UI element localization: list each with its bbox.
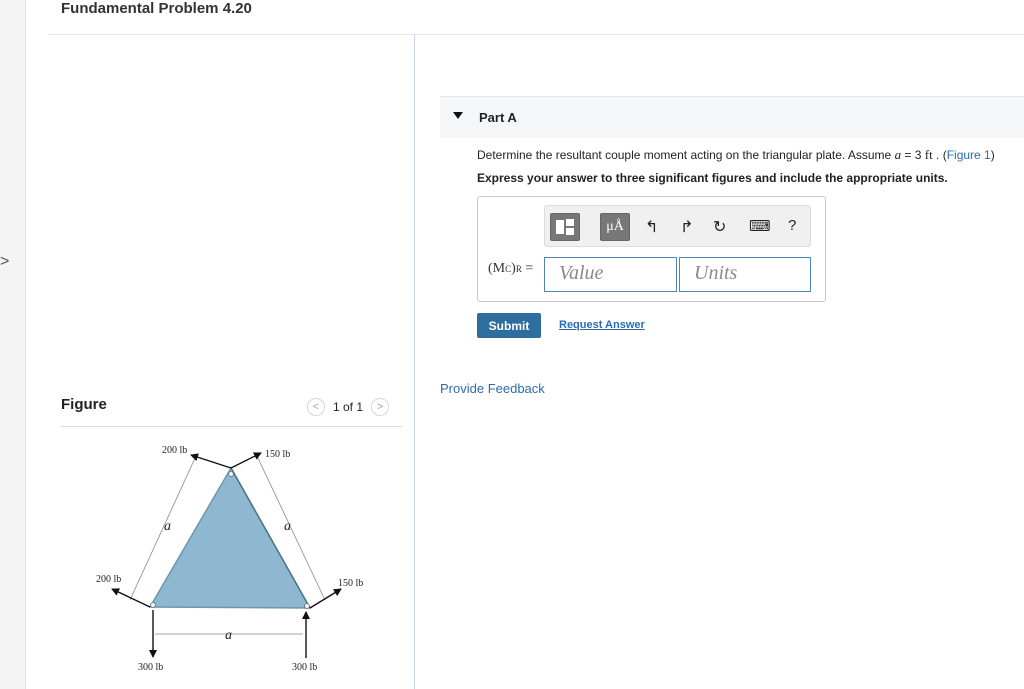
problem-title: Fundamental Problem 4.20 (61, 0, 252, 17)
submit-button[interactable]: Submit (477, 313, 541, 338)
part-a-header[interactable] (440, 96, 1024, 138)
header-divider (48, 34, 1024, 35)
request-answer-link[interactable]: Request Answer (559, 319, 645, 331)
force-label-top-right: 150 lb (265, 449, 291, 460)
next-figure-button[interactable]: > (371, 398, 389, 416)
answer-label: (MC)R = (488, 261, 534, 276)
undo-icon[interactable]: ↰ (645, 219, 659, 236)
figure-divider (61, 426, 402, 427)
units-input[interactable]: Units (679, 257, 811, 292)
prev-figure-button[interactable]: < (307, 398, 325, 416)
expand-arrow-icon[interactable]: > (0, 253, 10, 270)
force-label-right: 150 lb (338, 578, 364, 589)
math-unit: ft (924, 147, 933, 162)
part-a-title: Part A (479, 110, 517, 125)
help-icon[interactable]: ? (788, 217, 797, 234)
units-button[interactable] (600, 213, 630, 241)
answer-box (477, 196, 826, 302)
force-label-bottom-right: 300 lb (292, 662, 318, 673)
instruction-text: Express your answer to three significant figures and include the appropriate units. (477, 171, 948, 185)
value-input[interactable]: Value (544, 257, 677, 292)
triangular-plate (150, 468, 310, 608)
question-text: Determine the resultant couple moment acting on the triangular plate. Assume a = 3 ft . (Figure 1) (477, 147, 995, 162)
collapse-caret-icon[interactable] (453, 112, 463, 119)
figure-label: Figure (61, 396, 107, 413)
figure-link[interactable]: Figure 1 (946, 148, 991, 162)
templates-icon (556, 220, 564, 234)
math-toolbar (544, 205, 811, 247)
dimension-label-left: a (164, 519, 171, 534)
math-variable: a (894, 147, 902, 162)
triangular-plate-figure (85, 438, 385, 683)
provide-feedback-link[interactable]: Provide Feedback (440, 381, 545, 396)
force-arrow-top-right (231, 453, 261, 468)
force-label-bottom-left: 300 lb (138, 662, 164, 673)
force-arrow-top-left (191, 455, 231, 468)
figure-pager (307, 398, 389, 416)
column-divider (414, 35, 415, 689)
left-rail (0, 0, 26, 689)
reset-icon[interactable]: ↻ (713, 219, 727, 236)
dimension-label-right: a (284, 519, 291, 534)
redo-icon[interactable]: ↱ (680, 219, 694, 236)
keyboard-icon[interactable]: ⌨ (749, 218, 771, 235)
dimension-label-bottom: a (225, 628, 232, 643)
pager-text: 1 of 1 (333, 400, 364, 414)
force-arrow-left (112, 589, 150, 607)
units-icon: μÅ (606, 219, 624, 234)
force-label-left: 200 lb (96, 574, 122, 585)
templates-button[interactable] (550, 213, 580, 241)
force-label-top-left: 200 lb (162, 445, 188, 456)
force-arrow-right (310, 589, 341, 608)
